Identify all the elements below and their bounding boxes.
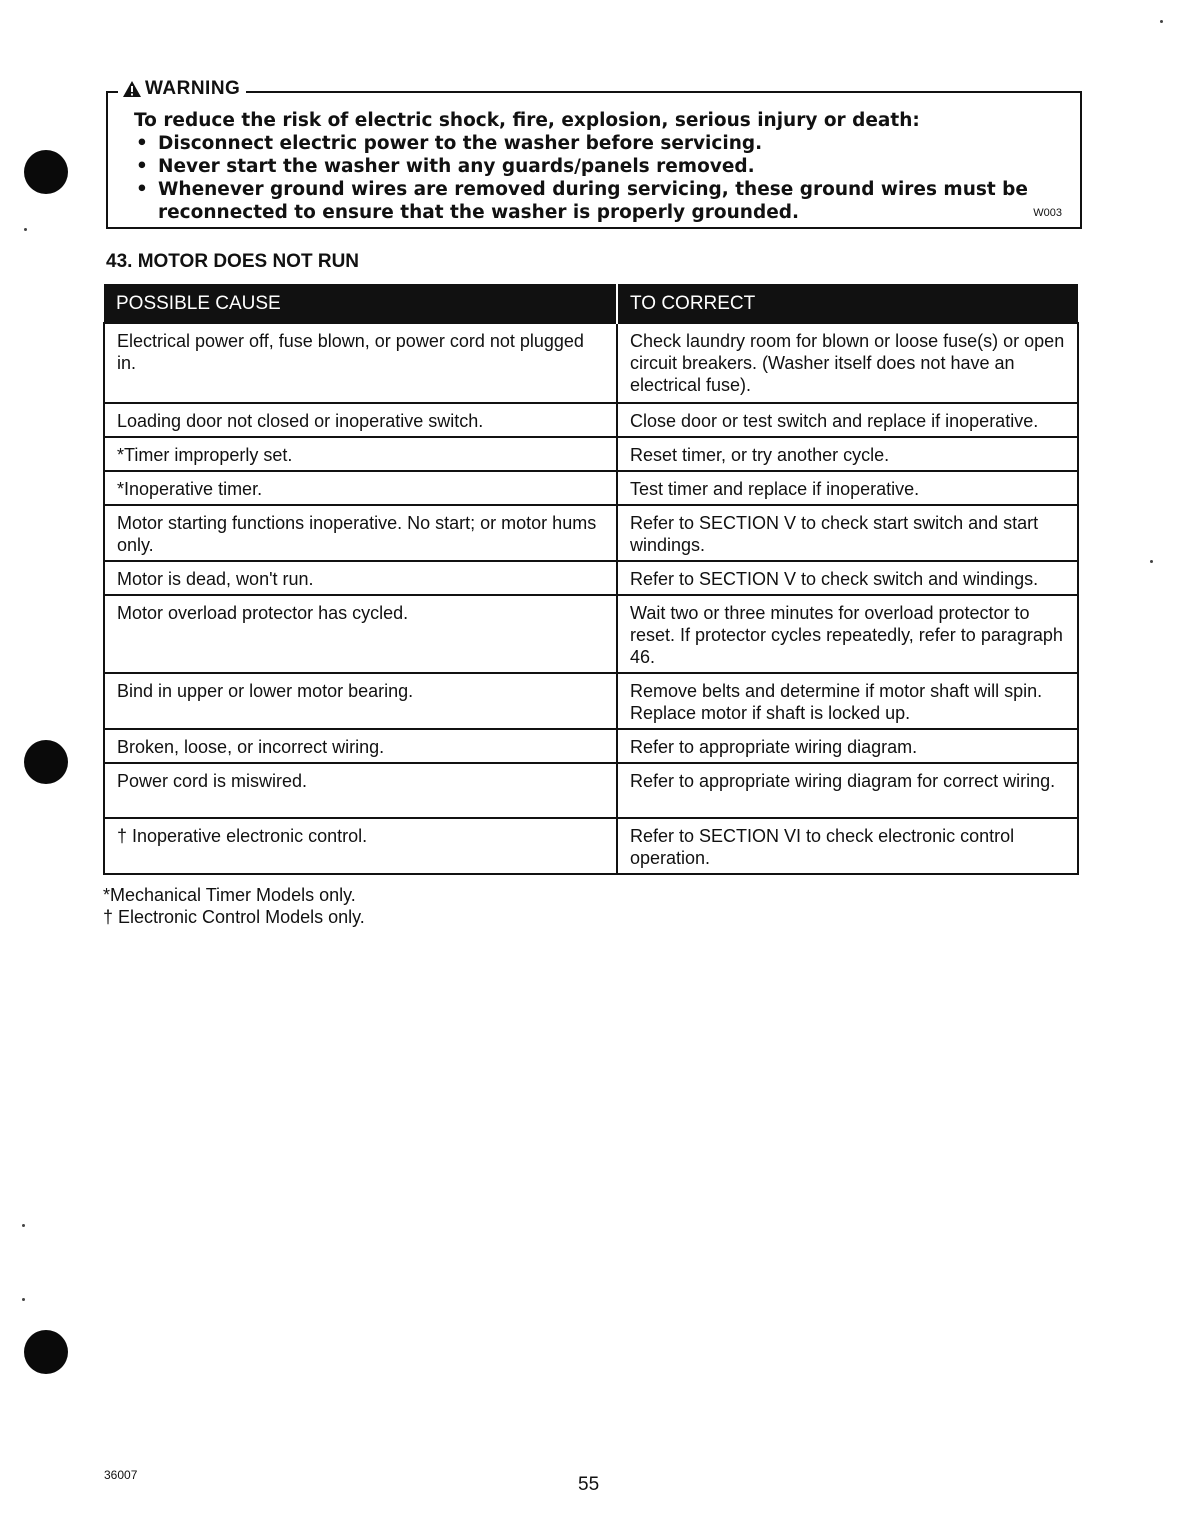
warning-heading [118, 78, 246, 100]
scan-speck [1160, 20, 1163, 23]
correct-cell: Test timer and replace if inoperative. [617, 471, 1078, 505]
cause-cell: Bind in upper or lower motor bearing. [104, 673, 617, 729]
cause-cell: *Inoperative timer. [104, 471, 617, 505]
warning-title: WARNING [145, 78, 241, 99]
cause-cell: Power cord is miswired. [104, 763, 617, 818]
cause-cell: Motor overload protector has cycled. [104, 595, 617, 673]
troubleshooting-table [103, 284, 1079, 875]
footnotes [103, 884, 365, 928]
cause-cell: Electrical power off, fuse blown, or power cord not plugged in. [104, 323, 617, 403]
correct-cell: Remove belts and determine if motor shaft will spin. Replace motor if shaft is locked up. [617, 673, 1078, 729]
binder-hole-middle [24, 740, 68, 784]
table-row [104, 323, 1078, 403]
table-row [104, 729, 1078, 763]
warning-triangle-icon [122, 80, 142, 98]
table-row [104, 403, 1078, 437]
section-title: 43. MOTOR DOES NOT RUN [106, 251, 360, 272]
correct-cell: Wait two or three minutes for overload protector to reset. If protector cycles repeatedly, refer to paragraph 46. [617, 595, 1078, 673]
warning-item: • Disconnect electric power to the washer before servicing. [134, 132, 1064, 155]
correct-cell: Refer to appropriate wiring diagram. [617, 729, 1078, 763]
scan-speck [24, 228, 27, 231]
binder-hole-bottom [24, 1330, 68, 1374]
warning-lead: To reduce the risk of electric shock, fire, explosion, serious injury or death: [134, 110, 920, 131]
table-row [104, 471, 1078, 505]
warning-list [134, 132, 1064, 224]
header-to-correct: TO CORRECT [617, 284, 1078, 323]
table-row [104, 818, 1078, 874]
correct-cell: Refer to SECTION VI to check electronic control operation. [617, 818, 1078, 874]
header-possible-cause: POSSIBLE CAUSE [104, 284, 617, 323]
scan-speck [1150, 560, 1153, 563]
document-number: 36007 [104, 1468, 138, 1482]
cause-cell: Motor starting functions inoperative. No start; or motor hums only. [104, 505, 617, 561]
warning-code: W003 [1033, 207, 1062, 219]
footnote-mechanical: *Mechanical Timer Models only. [103, 885, 356, 905]
binder-hole-top [24, 150, 68, 194]
correct-cell: Check laundry room for blown or loose fuse(s) or open circuit breakers. (Washer itself does not have an electrical fuse). [617, 323, 1078, 403]
warning-item: • Whenever ground wires are removed during servicing, these ground wires must be reconnected to ensure that the washer is properly grounded. [134, 178, 1038, 224]
cause-cell: † Inoperative electronic control. [104, 818, 617, 874]
table-row [104, 561, 1078, 595]
cause-cell: Broken, loose, or incorrect wiring. [104, 729, 617, 763]
warning-body [134, 109, 1064, 224]
table-header-row [104, 284, 1078, 323]
scan-speck [22, 1298, 25, 1301]
correct-cell: Reset timer, or try another cycle. [617, 437, 1078, 471]
table-row [104, 505, 1078, 561]
page-number: 55 [578, 1474, 600, 1495]
table-row [104, 437, 1078, 471]
cause-cell: Loading door not closed or inoperative switch. [104, 403, 617, 437]
cause-cell: Motor is dead, won't run. [104, 561, 617, 595]
scan-speck [22, 1224, 25, 1227]
cause-cell: *Timer improperly set. [104, 437, 617, 471]
table-row [104, 763, 1078, 818]
warning-item: • Never start the washer with any guards/panels removed. [134, 155, 1064, 178]
correct-cell: Refer to appropriate wiring diagram for correct wiring. [617, 763, 1078, 818]
table-row [104, 673, 1078, 729]
correct-cell: Refer to SECTION V to check switch and windings. [617, 561, 1078, 595]
table-row [104, 595, 1078, 673]
footnote-electronic: † Electronic Control Models only. [103, 907, 365, 927]
correct-cell: Refer to SECTION V to check start switch and start windings. [617, 505, 1078, 561]
correct-cell: Close door or test switch and replace if inoperative. [617, 403, 1078, 437]
